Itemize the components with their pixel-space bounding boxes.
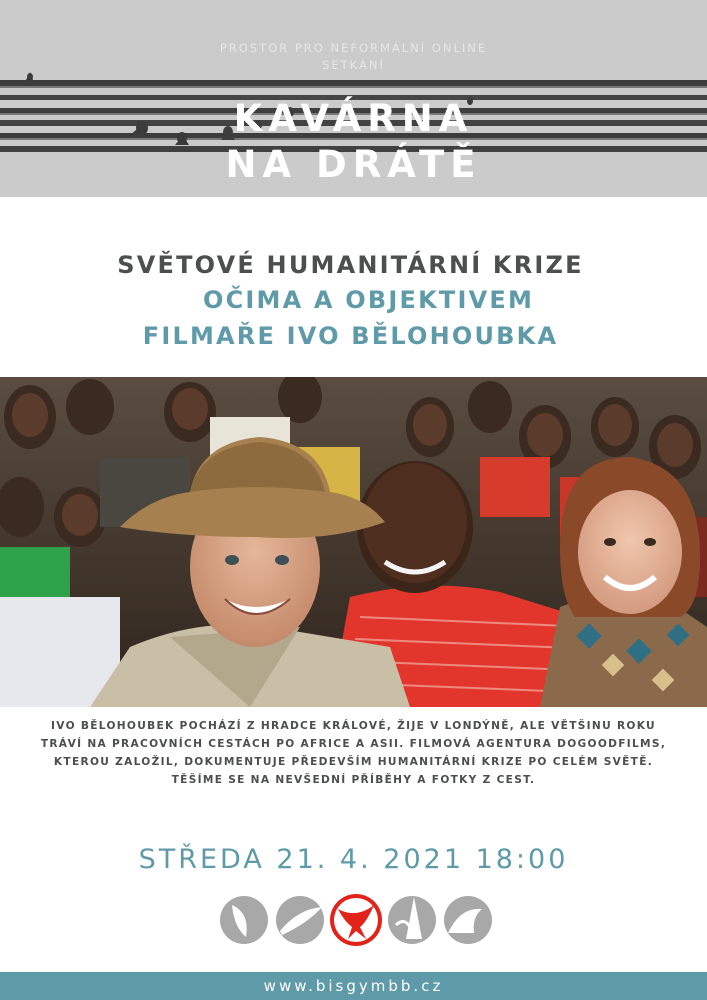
bird-moon-icon — [220, 896, 268, 944]
footer-website-link[interactable] — [0, 972, 707, 1000]
title-line-2: NA DRÁTĚ — [225, 143, 482, 186]
footer-url[interactable]: www.bisgymbb.cz — [263, 977, 444, 995]
tagline — [0, 40, 707, 74]
description-line-1: IVO BĚLOHOUBEK POCHÁZÍ Z HRADCE KRÁLOVÉ, ŽIJE V LONDÝNĚ, ALE VĚTŠINU ROKU — [51, 720, 656, 732]
header-banner — [0, 0, 707, 197]
description-line-2: TRÁVÍ NA PRACOVNÍCH CESTÁCH PO AFRICE A ASII. FILMOVÁ AGENTURA DOGOODFILMS, — [40, 738, 667, 750]
description-line-3: KTEROU ZALOŽIL, DOKUMENTUJE PŘEDEVŠÍM HUMANITÁRNÍ KRIZE PO CELÉM SVĚTĚ. — [53, 756, 654, 768]
tagline-line-1: PROSTOR PRO NEFORMÁLNÍ ONLINE — [219, 41, 488, 55]
headline — [0, 248, 707, 354]
title-line-1: KAVÁRNA — [233, 97, 474, 140]
bird-tree-icon — [388, 896, 436, 944]
headline-line-3: FILMAŘE IVO BĚLOHOUBKA — [142, 322, 559, 350]
bird-rock-icon — [444, 896, 492, 944]
event-series-title — [0, 96, 707, 188]
description-line-4: TĚŠÍME SE NA NEVŠEDNÍ PŘÍBĚHY A FOTKY Z CEST. — [171, 774, 536, 786]
tagline-line-2: SETKÁNÍ — [322, 58, 385, 72]
headline-line-2: OČIMA A OBJEKTIVEM — [202, 286, 535, 314]
event-date: STŘEDA 21. 4. 2021 18:00 — [138, 844, 569, 875]
bird-wave-icon — [276, 896, 324, 944]
red-bird-emblem-icon — [330, 894, 382, 946]
headline-line-1: SVĚTOVÉ HUMANITÁRNÍ KRIZE — [117, 251, 584, 279]
photo-illustration — [0, 377, 707, 707]
description — [14, 717, 693, 789]
logo-row — [210, 887, 500, 953]
group-selfie-photo — [0, 377, 707, 707]
